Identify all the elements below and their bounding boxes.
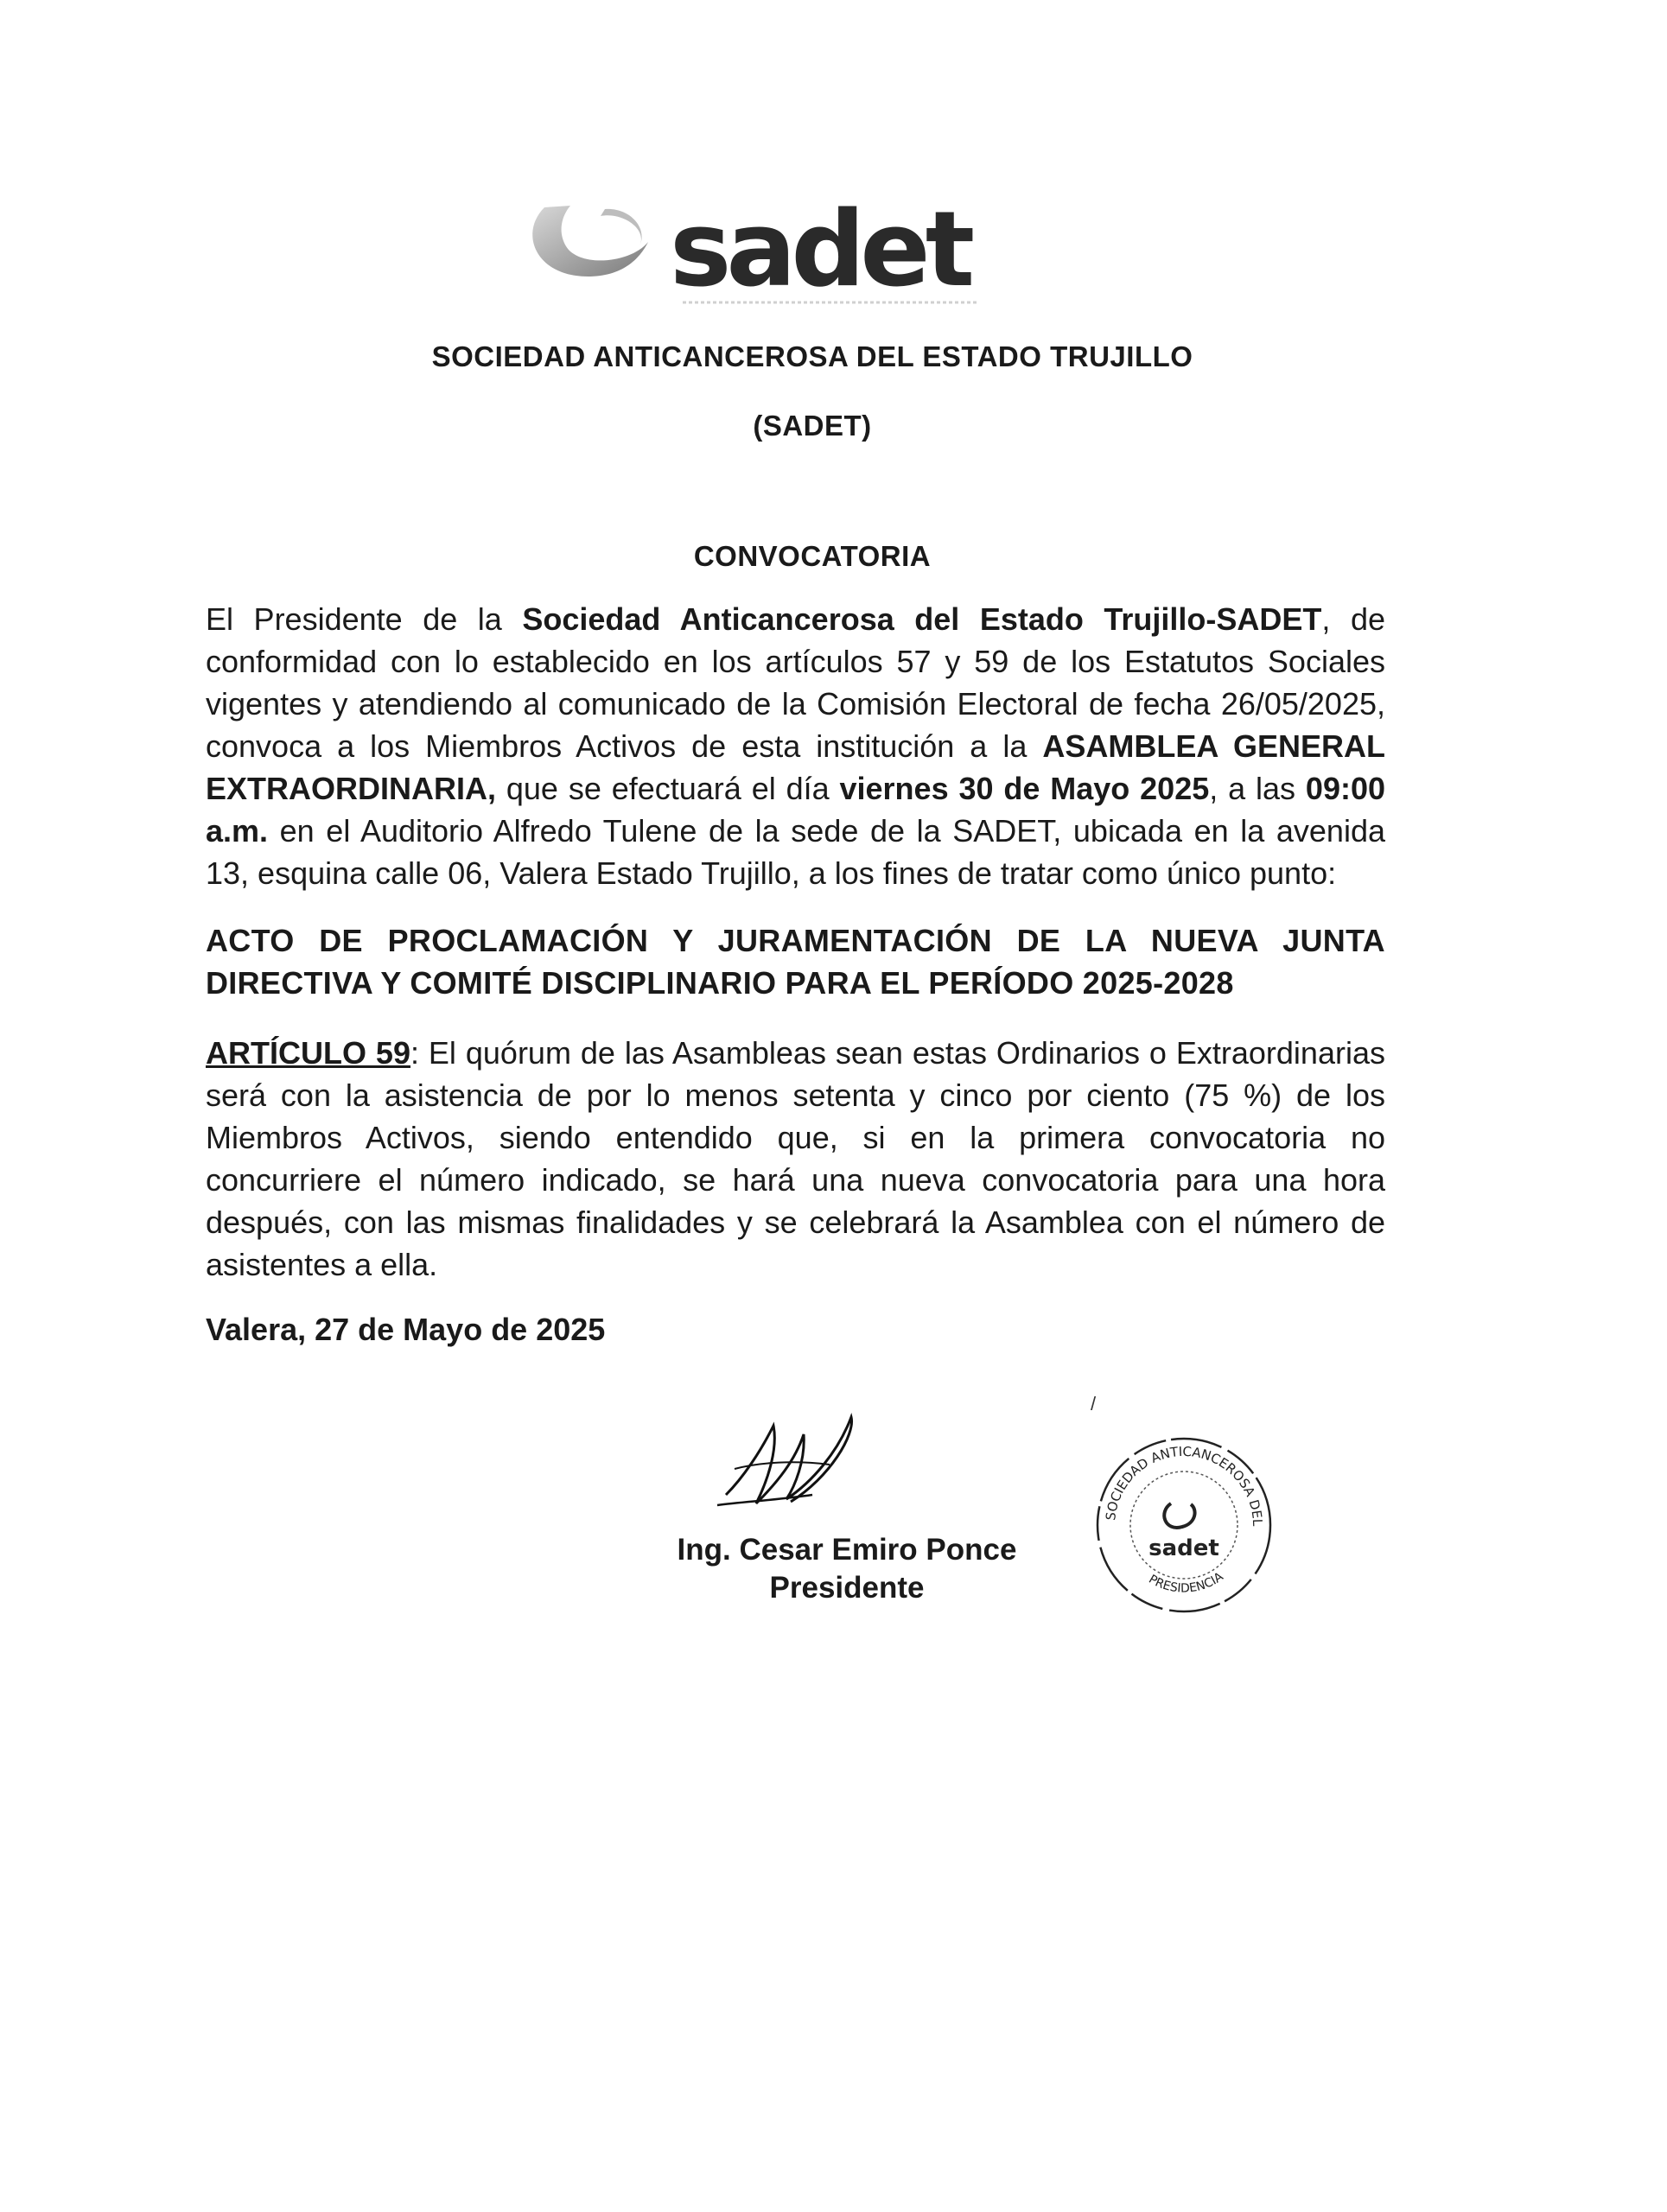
intro-text-5: en el Auditorio Alfredo Tulene de la sede de la SADET, ubicada en la avenida 13, esquina calle 06, Valera Estado Trujillo, a los fines de tratar como único punto: bbox=[206, 813, 1385, 891]
signature-icon bbox=[709, 1400, 881, 1529]
place-date: Valera, 27 de Mayo de 2025 bbox=[206, 1312, 606, 1347]
intro-org-bold: Sociedad Anticancerosa del Estado Trujillo-SADET bbox=[522, 601, 1322, 637]
organization-acronym: (SADET) bbox=[753, 410, 872, 442]
seal-stamp-icon bbox=[1089, 1430, 1279, 1620]
svg-text:PRESIDENCIA: PRESIDENCIA bbox=[1146, 1569, 1226, 1596]
intro-text-4: , a las bbox=[1209, 771, 1306, 806]
sadet-logo bbox=[519, 181, 1002, 320]
intro-paragraph bbox=[206, 598, 1385, 894]
presidency-seal bbox=[1089, 1430, 1279, 1620]
signer-role: Presidente bbox=[769, 1571, 925, 1605]
intro-date-bold: viernes 30 de Mayo 2025 bbox=[839, 771, 1210, 806]
svg-text:sadet: sadet bbox=[1148, 1535, 1219, 1561]
signer-name: Ing. Cesar Emiro Ponce bbox=[677, 1533, 1017, 1567]
document-title: CONVOCATORIA bbox=[693, 540, 932, 572]
handwritten-signature bbox=[709, 1400, 881, 1529]
proclamation-agenda: ACTO DE PROCLAMACIÓN Y JURAMENTACIÓN DE LA NUEVA JUNTA DIRECTIVA Y COMITÉ DISCIPLINARIO PARA EL PERÍODO 2025-2028 bbox=[206, 923, 1385, 1001]
intro-time-bold: 09:00 a.m. bbox=[206, 771, 1385, 849]
intro-text-3: que se efectuará el día bbox=[496, 771, 840, 806]
article-paragraph bbox=[206, 1032, 1385, 1286]
sadet-logo-icon bbox=[519, 181, 1002, 320]
article-label: ARTÍCULO 59 bbox=[206, 1035, 410, 1071]
organization-name: SOCIEDAD ANTICANCEROSA DEL ESTADO TRUJILLO bbox=[431, 340, 1193, 372]
svg-text:sadet: sadet bbox=[670, 190, 970, 310]
svg-text:SOCIEDAD ANTICANCEROSA DEL EST: SOCIEDAD ANTICANCEROSA DEL bbox=[1103, 1443, 1266, 1527]
intro-assembly-bold: ASAMBLEA GENERAL EXTRAORDINARIA, bbox=[206, 728, 1386, 806]
intro-text-1: El Presidente de la bbox=[206, 601, 523, 637]
intro-text-2: , de conformidad con lo establecido en los artículos 57 y 59 de los Estatutos Sociales vigentes y atendiendo al comunicado de la Comisión Electoral de fecha 26/05/2025, convoca a los Miembros Activos de esta institución a la bbox=[206, 601, 1386, 764]
pen-mark: / bbox=[1091, 1393, 1097, 1414]
article-text: : El quórum de las Asambleas sean estas Ordinarios o Extraordinarias será con la asistencia de por lo menos setenta y cinco por ciento (75 %) de los Miembros Activos, siendo entendido que, si en la primera convocatoria no concurriere el número indicado, se hará una nueva convocatoria para una hora después, con las mismas finalidades y se celebrará la Asamblea con el número de asistentes a ella. bbox=[206, 1035, 1385, 1282]
